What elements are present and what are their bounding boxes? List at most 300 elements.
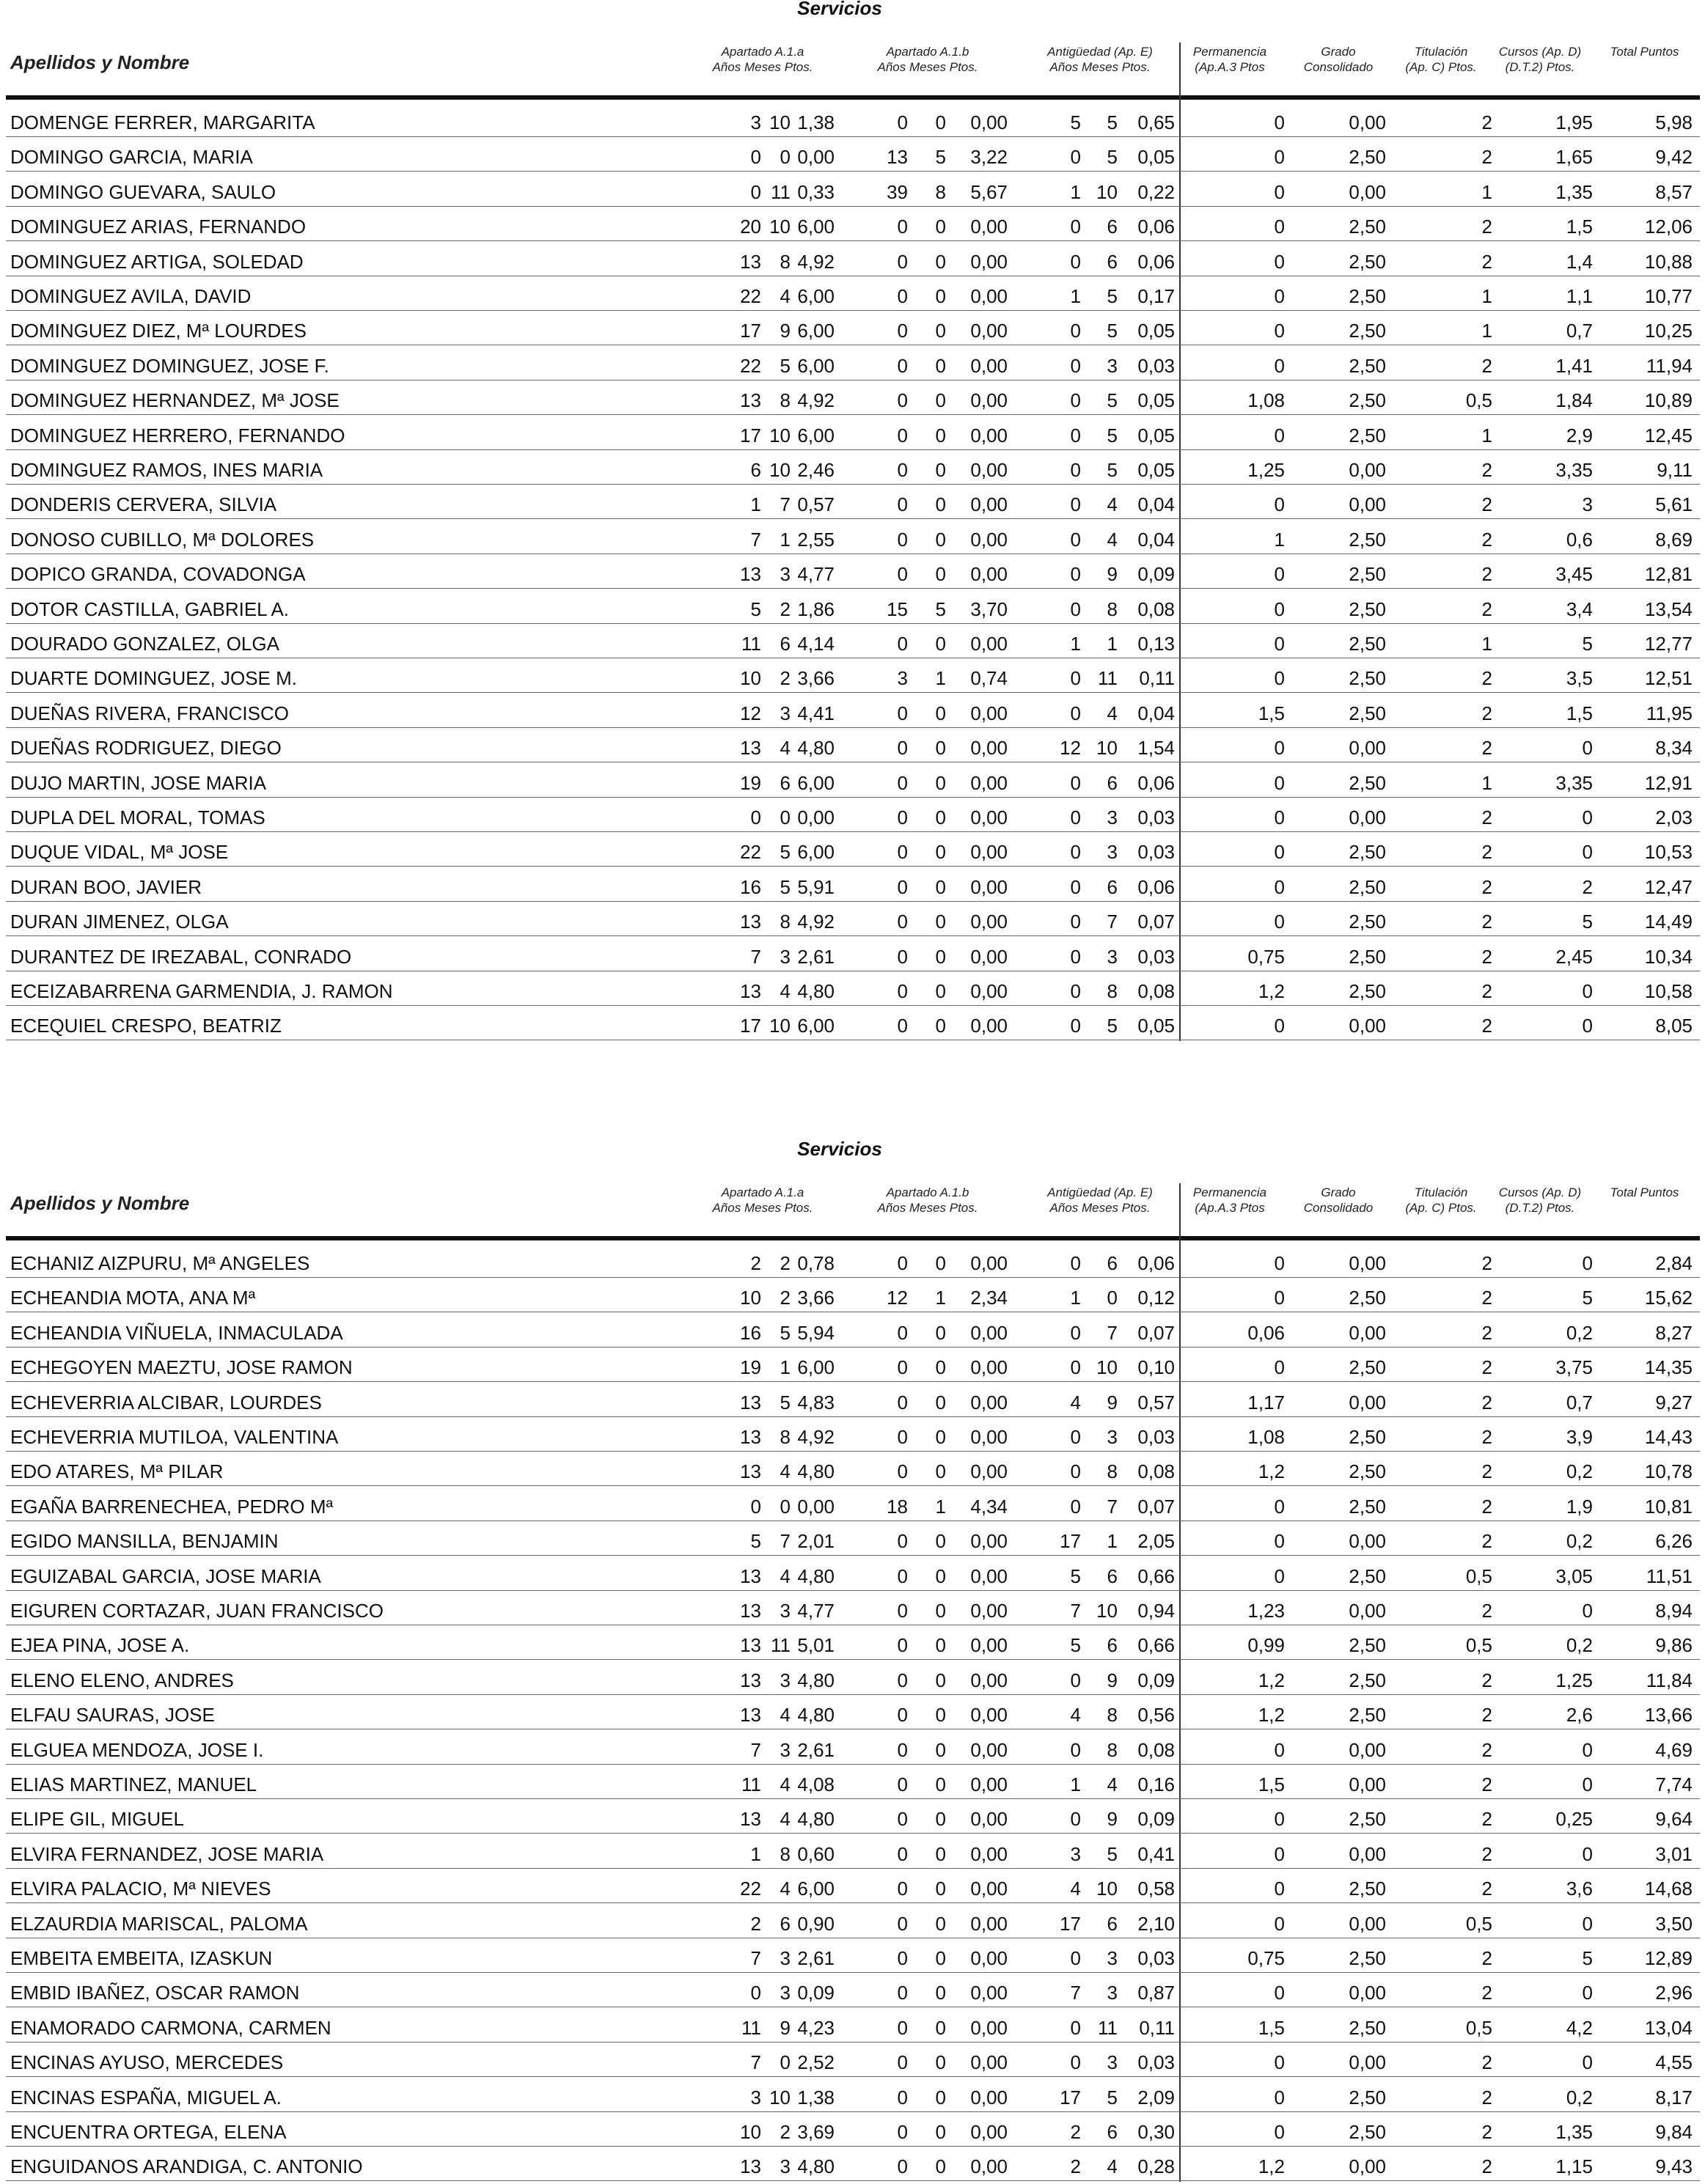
- header-a1a-line1: Apartado A.1.a: [721, 45, 804, 59]
- header-rule: [6, 1236, 1700, 1240]
- cell-antig-years: 0: [1070, 528, 1081, 551]
- cell-a1a-years: 20: [740, 216, 761, 238]
- cell-a1a-points: 6,00: [797, 1015, 835, 1037]
- header-total-line1: Total Puntos: [1610, 1185, 1679, 1199]
- cell-total: 15,62: [1644, 1287, 1693, 1309]
- cell-a1b-years: 0: [897, 1982, 908, 2004]
- cell-name: EGIDO MANSILLA, BENJAMIN: [10, 1530, 279, 1553]
- cell-antig-months: 5: [1107, 285, 1118, 307]
- cell-antig-years: 5: [1070, 1634, 1081, 1657]
- cell-total: 11,84: [1646, 1669, 1693, 1691]
- cell-a1b-years: 0: [897, 1356, 908, 1379]
- cell-a1b-years: 0: [897, 1600, 908, 1622]
- cell-a1b-years: 0: [897, 1669, 908, 1691]
- cell-titulacion: 0,5: [1465, 2016, 1492, 2039]
- header-rule: [6, 95, 1700, 100]
- table-row: [6, 1006, 1700, 1040]
- cell-permanencia: 0: [1274, 563, 1285, 586]
- cell-a1b-months: 0: [935, 1912, 946, 1935]
- cell-titulacion: 2: [1481, 702, 1492, 724]
- cell-a1a-years: 3: [750, 111, 761, 133]
- cell-a1a-years: 13: [740, 563, 761, 586]
- cell-antig-years: 4: [1070, 1391, 1081, 1413]
- cell-a1b-points: 0,00: [970, 1015, 1008, 1037]
- cell-a1b-years: 0: [897, 1842, 908, 1865]
- cell-a1b-points: 0,00: [970, 2086, 1008, 2108]
- cell-total: 7,74: [1655, 1773, 1693, 1795]
- cell-cursos: 3,05: [1555, 1565, 1593, 1587]
- cell-a1b-months: 0: [935, 1391, 946, 1413]
- cell-antig-points: 2,09: [1137, 2086, 1175, 2108]
- cell-a1b-points: 0,00: [970, 1842, 1008, 1865]
- cell-permanencia: 1,08: [1247, 389, 1285, 412]
- cell-antig-years: 2: [1070, 2121, 1081, 2143]
- header-cursos: [1489, 44, 1591, 75]
- cell-titulacion: 2: [1481, 1287, 1492, 1309]
- cell-permanencia: 0: [1274, 737, 1285, 760]
- cell-antig-months: 10: [1096, 737, 1118, 760]
- table-row: [6, 624, 1700, 658]
- table-row: [6, 276, 1700, 311]
- cell-a1a-years: 13: [740, 2155, 761, 2178]
- cell-cursos: 0,25: [1555, 1808, 1593, 1831]
- cell-a1b-points: 0,00: [970, 980, 1008, 1002]
- cell-permanencia: 0: [1274, 1287, 1285, 1309]
- cell-a1a-points: 2,46: [797, 459, 835, 481]
- cell-antig-points: 0,66: [1137, 1565, 1175, 1587]
- cell-a1b-points: 0,00: [970, 911, 1008, 933]
- cell-permanencia: 0: [1274, 841, 1285, 864]
- cell-a1a-months: 10: [769, 111, 791, 133]
- cell-titulacion: 2: [1481, 459, 1492, 481]
- cell-cursos: 3,45: [1555, 563, 1593, 586]
- cell-titulacion: 1: [1481, 180, 1492, 203]
- cell-a1a-points: 6,00: [797, 285, 835, 307]
- cell-a1b-years: 0: [897, 1565, 908, 1587]
- cell-antig-points: 0,09: [1137, 563, 1175, 586]
- cell-titulacion: 2: [1481, 1982, 1492, 2004]
- cell-a1a-months: 4: [780, 1878, 791, 1900]
- cell-a1b-points: 0,00: [970, 806, 1008, 828]
- cell-a1b-months: 0: [935, 216, 946, 238]
- header-grado-line2: Consolidado: [1303, 1201, 1374, 1215]
- cell-name: ELZAURDIA MARISCAL, PALOMA: [10, 1912, 308, 1935]
- cell-total: 14,49: [1644, 911, 1693, 933]
- header-perm-line1: Permanencia: [1192, 45, 1267, 59]
- cell-a1a-months: 2: [780, 2121, 791, 2143]
- cell-total: 4,55: [1655, 2051, 1693, 2074]
- cell-titulacion: 2: [1481, 1600, 1492, 1622]
- cell-cursos: 3,75: [1555, 1356, 1593, 1379]
- cell-a1b-months: 0: [935, 945, 946, 968]
- cell-a1b-years: 0: [897, 1878, 908, 1900]
- header-a1a-line2: Años Meses Ptos.: [712, 1201, 813, 1215]
- cell-a1b-years: 0: [897, 354, 908, 377]
- cell-total: 4,69: [1655, 1738, 1693, 1761]
- cell-total: 3,50: [1655, 1912, 1693, 1935]
- cell-a1b-points: 0,00: [970, 216, 1008, 238]
- cell-grado: 2,50: [1349, 2086, 1386, 2108]
- cell-a1b-points: 0,00: [970, 633, 1008, 655]
- cell-cursos: 0,7: [1566, 1391, 1593, 1413]
- cell-cursos: 3,4: [1566, 598, 1593, 620]
- cell-antig-years: 0: [1070, 1356, 1081, 1379]
- cell-titulacion: 2: [1481, 493, 1492, 516]
- cell-antig-months: 0: [1107, 1287, 1118, 1309]
- cell-antig-years: 17: [1060, 1912, 1081, 1935]
- cell-a1b-points: 0,00: [970, 459, 1008, 481]
- cell-antig-months: 1: [1107, 633, 1118, 655]
- cell-permanencia: 1,2: [1258, 2155, 1285, 2178]
- header-total: [1591, 1185, 1698, 1200]
- table-row: [6, 1347, 1700, 1382]
- cell-name: ELIAS MARTINEZ, MANUEL: [10, 1773, 257, 1795]
- cell-a1b-years: 12: [887, 1287, 908, 1309]
- cell-a1b-months: 0: [935, 1982, 946, 2004]
- cell-a1a-months: 2: [780, 598, 791, 620]
- cell-a1b-months: 0: [935, 841, 946, 864]
- cell-a1b-years: 0: [897, 633, 908, 655]
- cell-antig-months: 6: [1107, 250, 1118, 273]
- cell-antig-months: 3: [1107, 1947, 1118, 1969]
- cell-permanencia: 1,2: [1258, 1669, 1285, 1691]
- cell-total: 10,89: [1644, 389, 1693, 412]
- cell-antig-months: 5: [1107, 424, 1118, 446]
- cell-a1a-months: 2: [780, 1287, 791, 1309]
- cell-antig-years: 0: [1070, 354, 1081, 377]
- cell-cursos: 3,35: [1555, 771, 1593, 794]
- cell-permanencia: 0: [1274, 250, 1285, 273]
- cell-antig-years: 3: [1070, 1842, 1081, 1865]
- cell-grado: 2,50: [1349, 528, 1386, 551]
- cell-a1a-years: 19: [740, 1356, 761, 1379]
- table-row: [6, 1730, 1700, 1765]
- cell-cursos: 2,9: [1566, 424, 1593, 446]
- cell-a1a-months: 9: [780, 2016, 791, 2039]
- cell-antig-months: 5: [1107, 111, 1118, 133]
- cell-a1a-months: 8: [780, 911, 791, 933]
- cell-antig-years: 5: [1070, 111, 1081, 133]
- table-row: [6, 380, 1700, 415]
- cell-total: 8,05: [1655, 1015, 1693, 1037]
- header-a1b: [854, 1185, 1001, 1216]
- cell-a1b-months: 0: [935, 459, 946, 481]
- cell-a1a-years: 11: [741, 633, 761, 655]
- cell-a1a-years: 13: [740, 911, 761, 933]
- cell-a1a-points: 3,69: [797, 2121, 835, 2143]
- cell-permanencia: 0: [1274, 633, 1285, 655]
- cell-name: DUJO MARTIN, JOSE MARIA: [10, 771, 267, 794]
- cell-grado: 2,50: [1349, 1460, 1386, 1483]
- cell-cursos: 0,7: [1566, 320, 1593, 342]
- cell-a1b-points: 0,00: [970, 1808, 1008, 1831]
- cell-titulacion: 0,5: [1465, 1912, 1492, 1935]
- cell-a1b-years: 0: [897, 1391, 908, 1413]
- cell-a1a-years: 22: [740, 285, 761, 307]
- cell-a1b-months: 0: [935, 320, 946, 342]
- cell-antig-years: 0: [1070, 1669, 1081, 1691]
- cell-a1b-months: 0: [935, 563, 946, 586]
- cell-a1b-points: 0,00: [970, 771, 1008, 794]
- cell-antig-points: 0,03: [1137, 354, 1175, 377]
- cell-titulacion: 0,5: [1465, 389, 1492, 412]
- cell-a1a-months: 6: [780, 771, 791, 794]
- cell-a1a-points: 5,01: [797, 1634, 835, 1657]
- table-row: [6, 450, 1700, 485]
- cell-name: ENAMORADO CARMONA, CARMEN: [10, 2016, 331, 2039]
- cell-a1a-months: 3: [780, 563, 791, 586]
- table-row: [6, 2008, 1700, 2043]
- cell-a1a-months: 3: [780, 702, 791, 724]
- cell-antig-points: 0,06: [1137, 875, 1175, 898]
- cell-a1a-points: 4,80: [797, 2155, 835, 2178]
- cell-permanencia: 0: [1274, 1912, 1285, 1935]
- cell-a1a-years: 13: [740, 1565, 761, 1587]
- cell-cursos: 5: [1582, 633, 1593, 655]
- cell-a1b-months: 0: [935, 1530, 946, 1553]
- cell-antig-months: 5: [1107, 389, 1118, 412]
- cell-antig-months: 6: [1107, 875, 1118, 898]
- cell-antig-months: 9: [1107, 563, 1118, 586]
- cell-antig-years: 0: [1070, 563, 1081, 586]
- cell-antig-years: 17: [1060, 1530, 1081, 1553]
- cell-antig-months: 8: [1107, 1460, 1118, 1483]
- cell-a1b-points: 0,00: [970, 1426, 1008, 1448]
- cell-antig-months: 7: [1107, 1495, 1118, 1518]
- cell-a1a-years: 0: [750, 180, 761, 203]
- cell-a1a-months: 5: [780, 1391, 791, 1413]
- cell-a1b-points: 3,22: [970, 146, 1008, 169]
- cell-a1b-points: 0,00: [970, 2051, 1008, 2074]
- cell-grado: 0,00: [1349, 1842, 1386, 1865]
- cell-a1b-years: 0: [897, 1426, 908, 1448]
- cell-antig-months: 6: [1107, 771, 1118, 794]
- cell-cursos: 0,2: [1566, 1634, 1593, 1657]
- cell-a1b-points: 0,00: [970, 1356, 1008, 1379]
- cell-cursos: 0: [1582, 980, 1593, 1002]
- cell-a1b-years: 0: [897, 424, 908, 446]
- cell-permanencia: 0: [1274, 424, 1285, 446]
- cell-a1b-points: 0,00: [970, 2016, 1008, 2039]
- cell-permanencia: 1,17: [1247, 1391, 1285, 1413]
- cell-total: 10,25: [1644, 320, 1693, 342]
- cell-antig-months: 11: [1098, 667, 1118, 690]
- table-row: [6, 832, 1700, 867]
- cell-cursos: 2,45: [1555, 945, 1593, 968]
- cell-a1a-points: 0,33: [797, 180, 835, 203]
- cell-antig-years: 0: [1070, 1460, 1081, 1483]
- cell-antig-years: 0: [1070, 2051, 1081, 2074]
- cell-name: DONOSO CUBILLO, Mª DOLORES: [10, 528, 315, 551]
- cell-cursos: 2,6: [1566, 1704, 1593, 1727]
- cell-antig-points: 0,06: [1137, 250, 1175, 273]
- cell-name: EGUIZABAL GARCIA, JOSE MARIA: [10, 1565, 321, 1587]
- cell-grado: 2,50: [1349, 980, 1386, 1002]
- cell-a1b-months: 5: [935, 598, 946, 620]
- cell-a1a-points: 0,57: [797, 493, 835, 516]
- cell-cursos: 5: [1582, 1947, 1593, 1969]
- cell-a1b-years: 39: [887, 180, 908, 203]
- cell-antig-points: 0,22: [1137, 180, 1175, 203]
- cell-antig-years: 0: [1070, 250, 1081, 273]
- cell-a1b-points: 0,00: [970, 528, 1008, 551]
- cell-name: ELVIRA FERNANDEZ, JOSE MARIA: [10, 1842, 324, 1865]
- cell-antig-points: 0,05: [1137, 459, 1175, 481]
- cell-name: DOMINGUEZ ARTIGA, SOLEDAD: [10, 250, 304, 273]
- table-row: [6, 207, 1700, 241]
- cell-a1b-months: 0: [935, 980, 946, 1002]
- cell-total: 12,51: [1644, 667, 1693, 690]
- cell-total: 6,26: [1655, 1530, 1693, 1553]
- cell-cursos: 1,4: [1566, 250, 1593, 273]
- cell-a1a-months: 7: [780, 1530, 791, 1553]
- cell-a1a-months: 4: [780, 1460, 791, 1483]
- header-antig-line2: Años Meses Ptos.: [1049, 1201, 1151, 1215]
- cell-a1a-years: 7: [750, 1738, 761, 1761]
- cell-antig-points: 0,03: [1137, 1947, 1175, 1969]
- cell-name: DOURADO GONZALEZ, OLGA: [10, 633, 279, 655]
- cell-antig-years: 0: [1070, 459, 1081, 481]
- cell-antig-points: 0,04: [1137, 702, 1175, 724]
- cell-a1a-points: 6,00: [797, 1878, 835, 1900]
- cell-name: EMBEITA EMBEITA, IZASKUN: [10, 1947, 273, 1969]
- cell-name: ECHEANDIA VIÑUELA, INMACULADA: [10, 1321, 343, 1344]
- cell-name: DOMINGUEZ ARIAS, FERNANDO: [10, 216, 307, 238]
- cell-total: 2,84: [1655, 1252, 1693, 1274]
- cell-total: 13,04: [1644, 2016, 1693, 2039]
- table-row: [6, 763, 1700, 798]
- cell-permanencia: 0: [1274, 493, 1285, 516]
- cell-antig-points: 1,54: [1137, 737, 1175, 760]
- cell-permanencia: 0: [1274, 1565, 1285, 1587]
- cell-a1b-years: 0: [897, 111, 908, 133]
- table-row: [6, 1556, 1700, 1591]
- cell-a1b-months: 0: [935, 493, 946, 516]
- cell-titulacion: 2: [1481, 980, 1492, 1002]
- cell-cursos: 1,5: [1566, 216, 1593, 238]
- cell-a1b-years: 0: [897, 1530, 908, 1553]
- table-row: [6, 971, 1700, 1006]
- table-row: [6, 1904, 1700, 1938]
- cell-antig-months: 8: [1107, 1704, 1118, 1727]
- cell-grado: 0,00: [1349, 737, 1386, 760]
- header-antig-line1: Antigüedad (Ap. E): [1047, 45, 1153, 59]
- cell-permanencia: 1,5: [1258, 2016, 1285, 2039]
- cell-a1b-points: 4,34: [970, 1495, 1008, 1518]
- cell-cursos: 1,65: [1555, 146, 1593, 169]
- cell-antig-months: 5: [1107, 320, 1118, 342]
- cell-antig-months: 3: [1107, 2051, 1118, 2074]
- cell-a1b-years: 0: [897, 1947, 908, 1969]
- cell-permanencia: 1,5: [1258, 702, 1285, 724]
- header-tit-line1: Titulación: [1414, 1185, 1468, 1199]
- cell-a1b-months: 0: [935, 911, 946, 933]
- cell-total: 11,51: [1646, 1565, 1693, 1587]
- cell-a1a-years: 13: [740, 1634, 761, 1657]
- cell-antig-months: 6: [1107, 1252, 1118, 1274]
- cell-a1b-years: 0: [897, 1252, 908, 1274]
- cell-a1b-points: 2,34: [970, 1287, 1008, 1309]
- cell-cursos: 3: [1582, 493, 1593, 516]
- cell-a1a-months: 11: [771, 1634, 791, 1657]
- cell-a1b-years: 0: [897, 1460, 908, 1483]
- cell-grado: 2,50: [1349, 633, 1386, 655]
- cell-a1a-years: 13: [740, 1391, 761, 1413]
- cell-cursos: 2: [1582, 875, 1593, 898]
- cell-a1b-months: 0: [935, 1878, 946, 1900]
- cell-antig-months: 10: [1096, 1878, 1118, 1900]
- cell-grado: 2,50: [1349, 911, 1386, 933]
- cell-antig-points: 0,05: [1137, 424, 1175, 446]
- cell-a1b-points: 0,00: [970, 1947, 1008, 1969]
- cell-a1b-months: 0: [935, 2016, 946, 2039]
- cell-a1b-months: 0: [935, 2121, 946, 2143]
- cell-name: EDO ATARES, Mª PILAR: [10, 1460, 224, 1483]
- cell-cursos: 4,2: [1566, 2016, 1593, 2039]
- cell-permanencia: 1,08: [1247, 1426, 1285, 1448]
- table-row: [6, 1973, 1700, 2007]
- cell-permanencia: 1,25: [1247, 459, 1285, 481]
- cell-a1b-years: 0: [897, 875, 908, 898]
- cell-a1a-months: 4: [780, 1808, 791, 1831]
- table-row: [6, 1695, 1700, 1729]
- cell-name: ELIPE GIL, MIGUEL: [10, 1808, 184, 1831]
- header-a1a-line2: Años Meses Ptos.: [712, 60, 813, 74]
- cell-a1b-months: 0: [935, 354, 946, 377]
- header-cursos-line1: Cursos (Ap. D): [1498, 1185, 1582, 1199]
- cell-total: 9,27: [1655, 1391, 1693, 1413]
- cell-total: 2,03: [1655, 806, 1693, 828]
- cell-total: 10,58: [1644, 980, 1693, 1002]
- cell-antig-years: 0: [1070, 493, 1081, 516]
- cell-grado: 0,00: [1349, 1321, 1386, 1344]
- cell-antig-months: 9: [1107, 1391, 1118, 1413]
- cell-antig-points: 0,03: [1137, 2051, 1175, 2074]
- cell-antig-points: 0,08: [1137, 980, 1175, 1002]
- cell-total: 8,94: [1655, 1600, 1693, 1622]
- cell-a1a-points: 6,00: [797, 424, 835, 446]
- table-row: [6, 1383, 1700, 1417]
- cell-name: DOTOR CASTILLA, GABRIEL A.: [10, 598, 290, 620]
- cell-total: 9,11: [1657, 459, 1693, 481]
- cell-a1a-months: 0: [780, 806, 791, 828]
- cell-a1a-points: 2,55: [797, 528, 835, 551]
- cell-cursos: 0: [1582, 1773, 1593, 1795]
- cell-a1b-years: 0: [897, 1704, 908, 1727]
- cell-permanencia: 0: [1274, 667, 1285, 690]
- cell-permanencia: 0: [1274, 1808, 1285, 1831]
- cell-antig-years: 0: [1070, 320, 1081, 342]
- cell-titulacion: 2: [1481, 563, 1492, 586]
- cell-antig-points: 0,04: [1137, 528, 1175, 551]
- cell-name: DOMINGO GARCIA, MARIA: [10, 146, 253, 169]
- cell-antig-years: 2: [1070, 2155, 1081, 2178]
- cell-a1a-months: 3: [780, 1669, 791, 1691]
- cell-a1b-years: 0: [897, 911, 908, 933]
- table-row: [6, 1521, 1700, 1556]
- cell-a1a-points: 5,94: [797, 1321, 835, 1344]
- cell-grado: 0,00: [1349, 1773, 1386, 1795]
- cell-antig-months: 8: [1107, 598, 1118, 620]
- cell-titulacion: 2: [1481, 1669, 1492, 1691]
- cell-titulacion: 2: [1481, 2051, 1492, 2074]
- cell-a1b-points: 0,00: [970, 1460, 1008, 1483]
- cell-a1b-years: 0: [897, 806, 908, 828]
- cell-a1b-points: 0,00: [970, 1982, 1008, 2004]
- cell-total: 12,89: [1644, 1947, 1693, 1969]
- table-row: [6, 2078, 1700, 2112]
- table-row: [6, 1765, 1700, 1799]
